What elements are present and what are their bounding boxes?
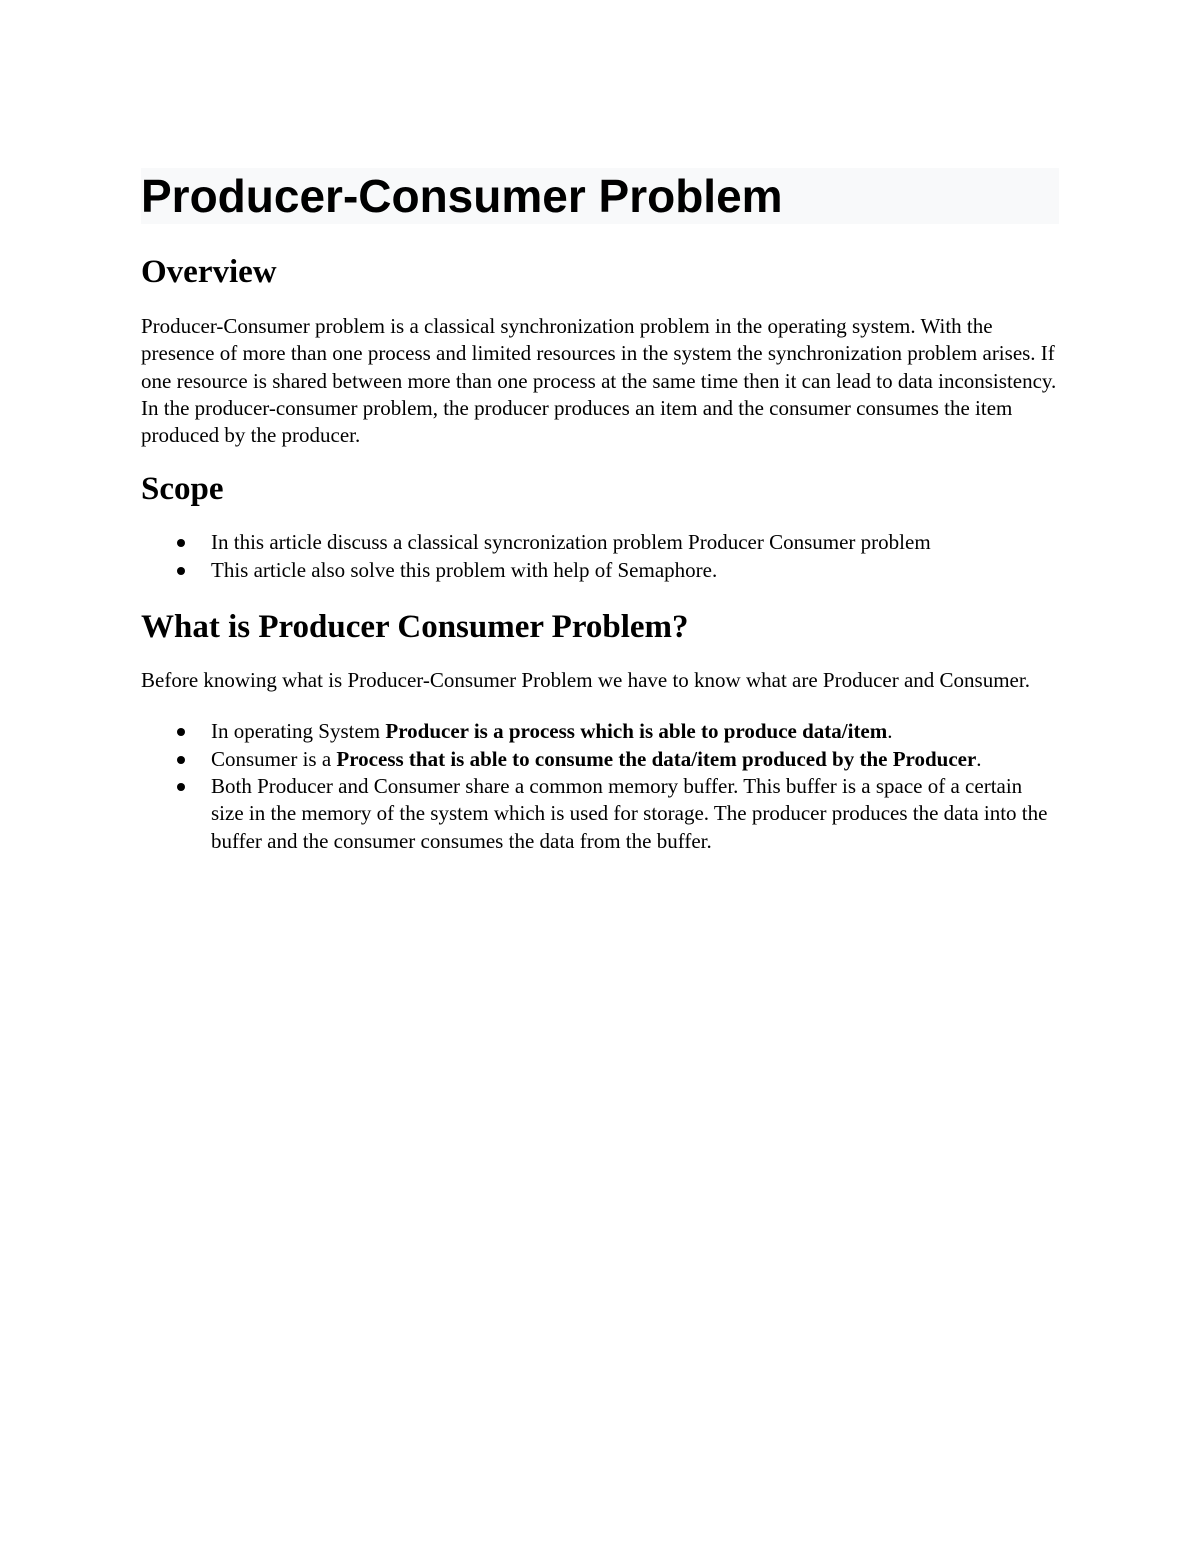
bullet-icon [177, 783, 185, 791]
document-page [141, 168, 1059, 855]
item-text: In operating System [211, 719, 386, 744]
scope-item-text: This article also solve this problem with help of Semaphore. [211, 557, 718, 582]
scope-list-item [211, 529, 1059, 556]
what-is-list [141, 718, 1059, 854]
item-bold-text: Producer is a process which is able to produce data/item [385, 719, 888, 744]
item-text: Both Producer and Consumer share a common memory buffer. This buffer is a space of a certain size in the memory of the system which is used for storage. The producer produces the data into the buffer and the consumer consumes the data from the buffer. [211, 773, 1048, 853]
bullet-icon [177, 756, 185, 764]
what-is-list-item [211, 718, 1059, 745]
scope-list-item [211, 557, 1059, 584]
what-is-heading: What is Producer Consumer Problem? [141, 609, 689, 646]
item-text-end: . [976, 746, 982, 771]
bullet-icon [177, 567, 185, 575]
overview-paragraph: Producer-Consumer problem is a classical synchronization problem in the operating system. With the presence of more than one process and limited resources in the system the synchronization problem arises. If one resource is shared between more than one process at the same time then it can lead to data inconsistency. In the producer-consumer problem, the producer produces an item and the consumer consumes the item produced by the producer. [141, 314, 1057, 448]
page-title: Producer-Consumer Problem [141, 170, 783, 222]
item-text: Consumer is a [211, 746, 337, 771]
item-bold-text: Process that is able to consume the data/item produced by the Producer [336, 746, 977, 771]
bullet-icon [177, 539, 185, 547]
title-band [141, 168, 1059, 224]
overview-heading: Overview [141, 254, 277, 290]
what-is-list-item [211, 773, 1059, 855]
what-is-intro: Before knowing what is Producer-Consumer Problem we have to know what are Producer and Consumer. [141, 668, 1030, 693]
scope-list [141, 529, 1059, 584]
scope-heading: Scope [141, 471, 224, 508]
item-text-end: . [887, 719, 893, 744]
what-is-list-item [211, 746, 1059, 773]
scope-item-text: In this article discuss a classical syncronization problem Producer Consumer problem [211, 530, 931, 555]
bullet-icon [177, 728, 185, 736]
